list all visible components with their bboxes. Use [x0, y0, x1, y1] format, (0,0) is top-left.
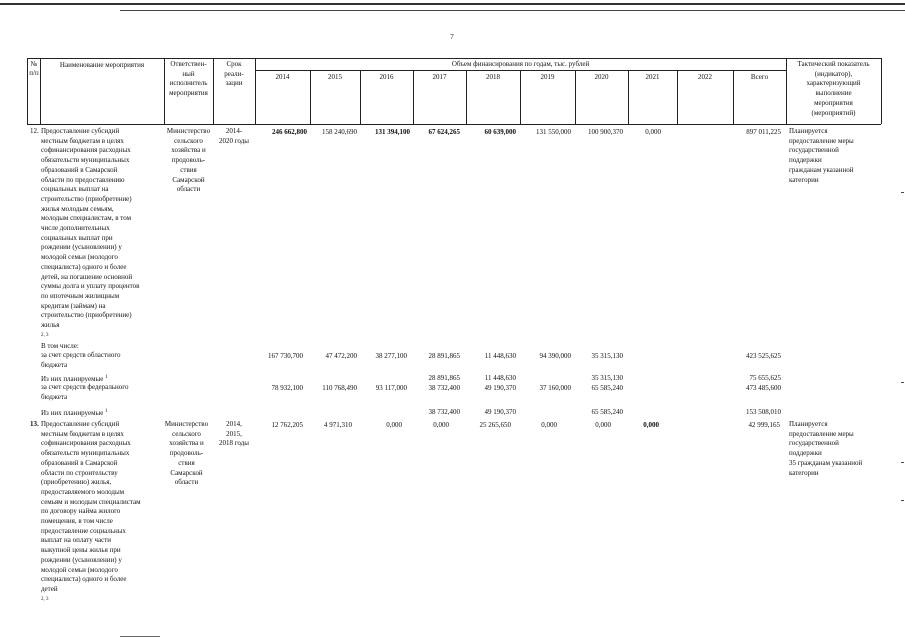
row12-value-2014: 246 662,800 [272, 128, 307, 136]
federal-value-2017: 38 732,400 [428, 384, 460, 392]
row13-executor: Министерство сельского хозяйства и продоволь- ствия Самарской области [164, 420, 209, 487]
row12-value-total: 897 011,225 [746, 128, 781, 136]
federal-value-2020: 65 585,240 [591, 384, 623, 392]
row12-value-2020: 100 900,370 [588, 128, 623, 136]
row13-value-2016: 0,000 [386, 421, 402, 429]
header-num: № п/п [29, 60, 39, 77]
header-year-2018: 2018 [486, 73, 500, 81]
planned1-value-2018: 11 448,630 [484, 374, 516, 382]
planned-footnote-ref-1: 1 [105, 375, 108, 380]
federal-budget-label: за счет средств федерального бюджета [41, 383, 129, 401]
table-top-border [27, 58, 881, 59]
row12-value-2016: 131 394,100 [375, 128, 410, 136]
regional-budget-label: за счет средств областного бюджета [41, 351, 121, 369]
including-label: В том числе: [41, 342, 79, 350]
regional-value-total: 423 525,625 [746, 352, 781, 360]
row12-value-2015: 158 240,690 [322, 128, 357, 136]
federal-value-2014: 78 932,100 [271, 384, 303, 392]
row13-footnote-ref: 2, 3 [41, 596, 49, 602]
planned-footnote-ref-2: 1 [105, 409, 108, 414]
planned2-value-2017: 38 732,400 [428, 408, 460, 416]
row12-value-2021: 0,000 [645, 128, 661, 136]
scan-mark [901, 382, 904, 383]
row13-value-2015: 4 971,310 [324, 421, 352, 429]
header-year-2014: 2014 [275, 73, 290, 81]
row13-value-2018: 25 265,650 [479, 421, 511, 429]
row12-value-2017: 67 624,265 [428, 128, 460, 136]
scan-edge-line [0, 3, 905, 5]
row12-value-2019: 131 550,000 [536, 128, 571, 136]
federal-value-total: 473 485,600 [746, 384, 781, 392]
header-year-2017: 2017 [432, 73, 447, 81]
regional-value-2015: 47 472,200 [325, 352, 357, 360]
regional-value-2016: 38 277,100 [375, 352, 407, 360]
header-total: Всего [750, 73, 769, 81]
scan-mark [901, 500, 904, 501]
row12-term: 2014- 2020 годы [218, 127, 249, 145]
regional-value-2018: 11 448,630 [484, 352, 516, 360]
row13-value-2019: 0,000 [541, 421, 557, 429]
row13-term: 2014, 2015, 2018 годы [218, 420, 249, 448]
scan-bottom-line [120, 636, 160, 637]
row13-indicator: Планируется предоставление меры государственной поддержки 35 гражданам указанной категории [789, 420, 863, 477]
planned2-value-total: 153 508,010 [746, 408, 781, 416]
planned-label-2: Из них планируемые $^1$ [41, 409, 108, 417]
row12-footnote-ref: 2, 3 [41, 332, 49, 338]
row13-value-2014: 12 762,205 [271, 421, 303, 429]
row12-indicator: Планируется предоставление меры государственной поддержки гражданам указанной категории [789, 127, 854, 184]
regional-value-2020: 35 315,130 [591, 352, 623, 360]
regional-value-2017: 28 891,865 [428, 352, 460, 360]
federal-value-2016: 93 117,000 [375, 384, 407, 392]
header-funding-title: Объем финансирования по годам, тыс. рублей [451, 60, 590, 68]
header-year-2021: 2021 [645, 73, 660, 81]
planned2-value-2018: 49 190,370 [484, 408, 516, 416]
scan-mark [901, 192, 904, 193]
row12-value-2018: 60 639,000 [484, 128, 516, 136]
row12-num: 12. [30, 127, 39, 135]
row13-value-2017: 0,000 [433, 421, 449, 429]
row13-value-2020: 0,000 [595, 421, 611, 429]
row13-value-total: 42 999,165 [748, 421, 780, 429]
regional-value-2014: 167 730,700 [268, 352, 303, 360]
header-year-2016: 2016 [379, 73, 394, 81]
scan-edge-line-thin [120, 10, 905, 11]
header-bottom-border [27, 124, 881, 125]
federal-value-2015: 110 768,490 [322, 384, 357, 392]
header-year-2020: 2020 [594, 73, 609, 81]
planned-label-1: Из них планируемые $^1$ [41, 375, 108, 383]
col-right-border [881, 58, 882, 124]
header-name: Наименование мероприятия [59, 61, 145, 69]
scan-mark [901, 462, 904, 463]
header-year-2019: 2019 [540, 73, 555, 81]
federal-value-2019: 37 160,000 [539, 384, 571, 392]
header-indicator: Тактический показатель (индикатор), характеризующий выполнение мероприятия (мероприятий) [797, 60, 870, 117]
header-term: Срок реали- зации [224, 60, 244, 88]
row13-num: 13. [30, 420, 39, 428]
planned1-value-2020: 35 315,130 [591, 374, 623, 382]
planned1-value-2017: 28 891,865 [428, 374, 460, 382]
row12-name: Предоставление субсидий местным бюджетам в целях софинансирования расходных обязательств муниципальных образований в Самарской области по предоставлению социальных выплат на строительство (приобретение) жилья молодым семьям, молодым специалистам, в том числе дополнительных социальных выплат при рождении (усыновлении) у молодой семьи (молодого специалиста) одного и более детей, на погашение основной суммы долга и уплату процентов по ипотечным жилищным кредитам (займам) на строительство (приобретение) жилья 2, 3 [41, 127, 166, 340]
header-executor: Ответствен- ный исполнитель мероприятия [169, 60, 208, 98]
header-year-2015: 2015 [328, 73, 342, 81]
page-number: 7 [450, 33, 454, 41]
row13-name: Предоставление субсидий местным бюджетам в целях софинансирования расходных обязательств муниципальных образований в Самарской области по строительству (приобретению) жилья, предоставляемого молодым семьям и молодым специалистам по договору найма жилого помещения, в том числе предоставление социальных выплат на оплату части выкупной цены жилья при рождении (усыновлении) у молодой семьи (молодого специалиста) одного и более детей 2, 3 [41, 420, 166, 604]
row12-executor: Министерство сельского хозяйства и продоволь- ствия Самарской области [166, 127, 211, 194]
federal-value-2018: 49 190,370 [484, 384, 516, 392]
planned2-value-2020: 65 585,240 [591, 408, 623, 416]
row13-value-2021: 0,000 [643, 421, 659, 429]
planned1-value-total: 75 655,625 [749, 374, 781, 382]
regional-value-2019: 94 390,000 [539, 352, 571, 360]
header-year-2022: 2022 [698, 73, 712, 81]
